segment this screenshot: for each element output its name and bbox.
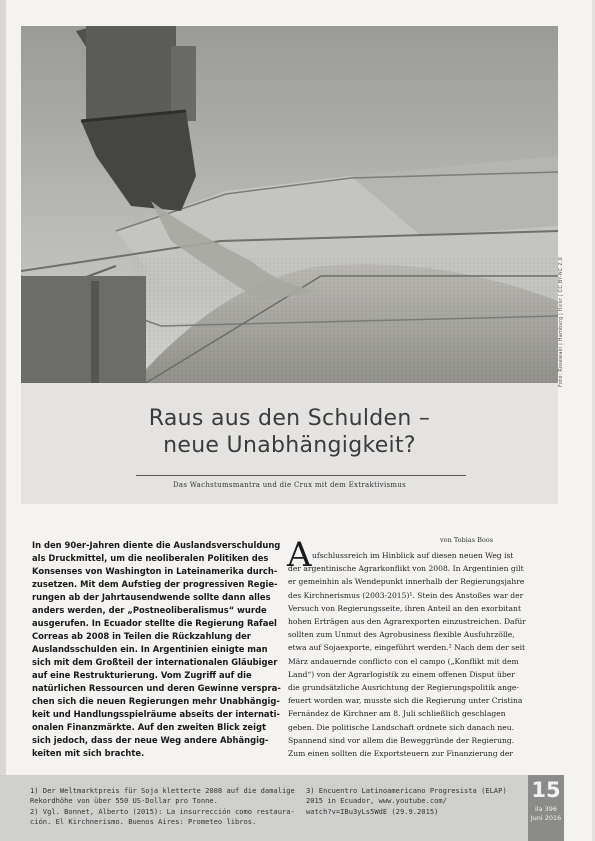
intro-line: anders werden, der „Postneoliberalismus“ wurde bbox=[32, 605, 267, 615]
body-line: Land“) von der Agrarlogistik zu einem offenen Disput über bbox=[288, 669, 515, 679]
body-line: Spannend sind vor allem die Beweggründe der Regierung. bbox=[288, 735, 515, 745]
drop-cap: A bbox=[287, 535, 312, 575]
intro-line: als Druckmittel, um die neoliberalen Politiken des bbox=[32, 553, 269, 563]
body-line: etwa auf Sojaexporte, eingeführt werden.² Nach dem der seit bbox=[288, 643, 526, 653]
title-panel bbox=[21, 383, 558, 504]
article-subtitle: Das Wachstumsmantra und die Crux mit dem Extraktivismus bbox=[172, 481, 407, 489]
article-title bbox=[21, 405, 558, 459]
intro-line: auf eine Restrukturierung. Vom Zugriff auf die bbox=[32, 670, 252, 680]
title-line-1: Raus aus den Schulden – bbox=[148, 406, 431, 431]
page-number-box bbox=[528, 775, 564, 841]
intro-line: keit und Handlungsspielräume abseits der internati- bbox=[32, 709, 280, 719]
grain-loading-photo bbox=[21, 26, 558, 386]
body-line: Fernández de Kirchner am 8. Juli schließlich geschlagen bbox=[288, 709, 506, 719]
footnote-line: 2) Vgl. Bonnet, Alberto (2015): La insurrección como restaura- bbox=[30, 806, 295, 816]
footnotes-right bbox=[306, 786, 526, 817]
intro-line: Auslandsschulden ein. In Argentinien einigte man bbox=[32, 644, 268, 654]
body-line: Zum einen sollten die Exportsteuern zur Finanzierung der bbox=[288, 749, 514, 759]
issue-label: ila 396 bbox=[534, 805, 558, 813]
intro-paragraph bbox=[32, 539, 281, 760]
footnote-line: ción. El Kirchnerismo. Buenos Aires: Prometeo libros. bbox=[30, 816, 257, 826]
footnote-line: watch?v=IBu3yLs5WdE (29.9.2015) bbox=[306, 806, 439, 816]
intro-line: ausgerufen. In Ecuador stellte die Regierung Rafael bbox=[32, 618, 277, 628]
body-line: die grundsätzliche Ausrichtung der Regierungspolitik ange- bbox=[288, 683, 519, 693]
intro-line: keiten mit sich brachte. bbox=[32, 748, 145, 758]
intro-line: sich mit dem Großteil der internationalen Gläubiger bbox=[32, 657, 278, 667]
body-line: des Kirchnerismus (2003-2015)¹. Stein des Anstoßes war der bbox=[288, 590, 524, 600]
footnote-line: Rekordhöhe von über 550 US-Dollar pro Tonne. bbox=[30, 796, 218, 806]
body-line: sollten zum Unmut des Agrobusiness flexible Ausfuhrzölle, bbox=[288, 630, 515, 640]
intro-line: zusetzen. Mit dem Aufstieg der progressiven Regie- bbox=[32, 579, 278, 589]
intro-line: natürlichen Ressourcen und deren Gewinne verspra- bbox=[32, 683, 281, 693]
title-divider bbox=[136, 475, 466, 476]
intro-line: Konsenses von Washington in Lateinamerika durch- bbox=[32, 566, 278, 576]
body-line: der argentinische Agrarkonflikt von 2008. In Argentinien gilt bbox=[288, 564, 524, 574]
intro-line: sich jedoch, dass der neue Weg andere Abhängig- bbox=[32, 735, 269, 745]
page-number: 15 bbox=[531, 778, 561, 802]
body-line: ufschlussreich im Hinblick auf diesen neuen Weg ist bbox=[312, 551, 514, 560]
issue-date: Juni 2016 bbox=[530, 814, 562, 822]
intro-line: Correas ab 2008 in Teilen die Rückzahlung der bbox=[32, 631, 251, 641]
body-line: geben. Die politische Landschaft ordnete sich danach neu. bbox=[288, 722, 515, 732]
footnote-line: 3) Encuentro Latinoamericano Progresista (ELAP) bbox=[306, 786, 507, 795]
footnote-line: 1) Der Weltmarktpreis für Soja kletterte 2008 auf die damalige bbox=[30, 786, 295, 795]
body-line: hohen Erträgen aus den Agrarexporten einzustreichen. Dafür bbox=[288, 617, 526, 627]
intro-line: In den 90er-Jahren diente die Auslandsverschuldung bbox=[32, 540, 281, 550]
intro-line: rungen ab der Jahrtausendwende sollte dann alles bbox=[32, 592, 271, 602]
page-edge bbox=[0, 0, 6, 841]
title-line-2: neue Unabhängigkeit? bbox=[163, 433, 416, 458]
footnotes-left bbox=[30, 786, 300, 827]
body-line: März andauernde conflicto con el campo („Konflikt mit dem bbox=[288, 656, 519, 666]
photo-credit: Foto: Rosewaki | Hamburg | flickr | CC BY-NC 2.0 bbox=[558, 257, 564, 387]
intro-line: chen sich die neuen Regierungen mehr Unabhängig- bbox=[32, 696, 280, 706]
intro-line: onalen Finanzmärkte. Auf den zweiten Blick zeigt bbox=[32, 722, 266, 732]
byline: von Tobias Boos bbox=[440, 536, 494, 544]
footnote-line: 2015 in Ecuador, www.youtube.com/ bbox=[306, 796, 447, 806]
body-line: Versuch von Regierungsseite, ihren Anteil an den exorbitant bbox=[288, 603, 521, 613]
article-body bbox=[288, 549, 526, 760]
body-line: feuert worden war, musste sich die Regierung unter Cristina bbox=[288, 696, 523, 706]
article-photo bbox=[21, 26, 558, 386]
body-line: er gemeinhin als Wendepunkt innerhalb der Regierungsjahre bbox=[288, 577, 525, 587]
